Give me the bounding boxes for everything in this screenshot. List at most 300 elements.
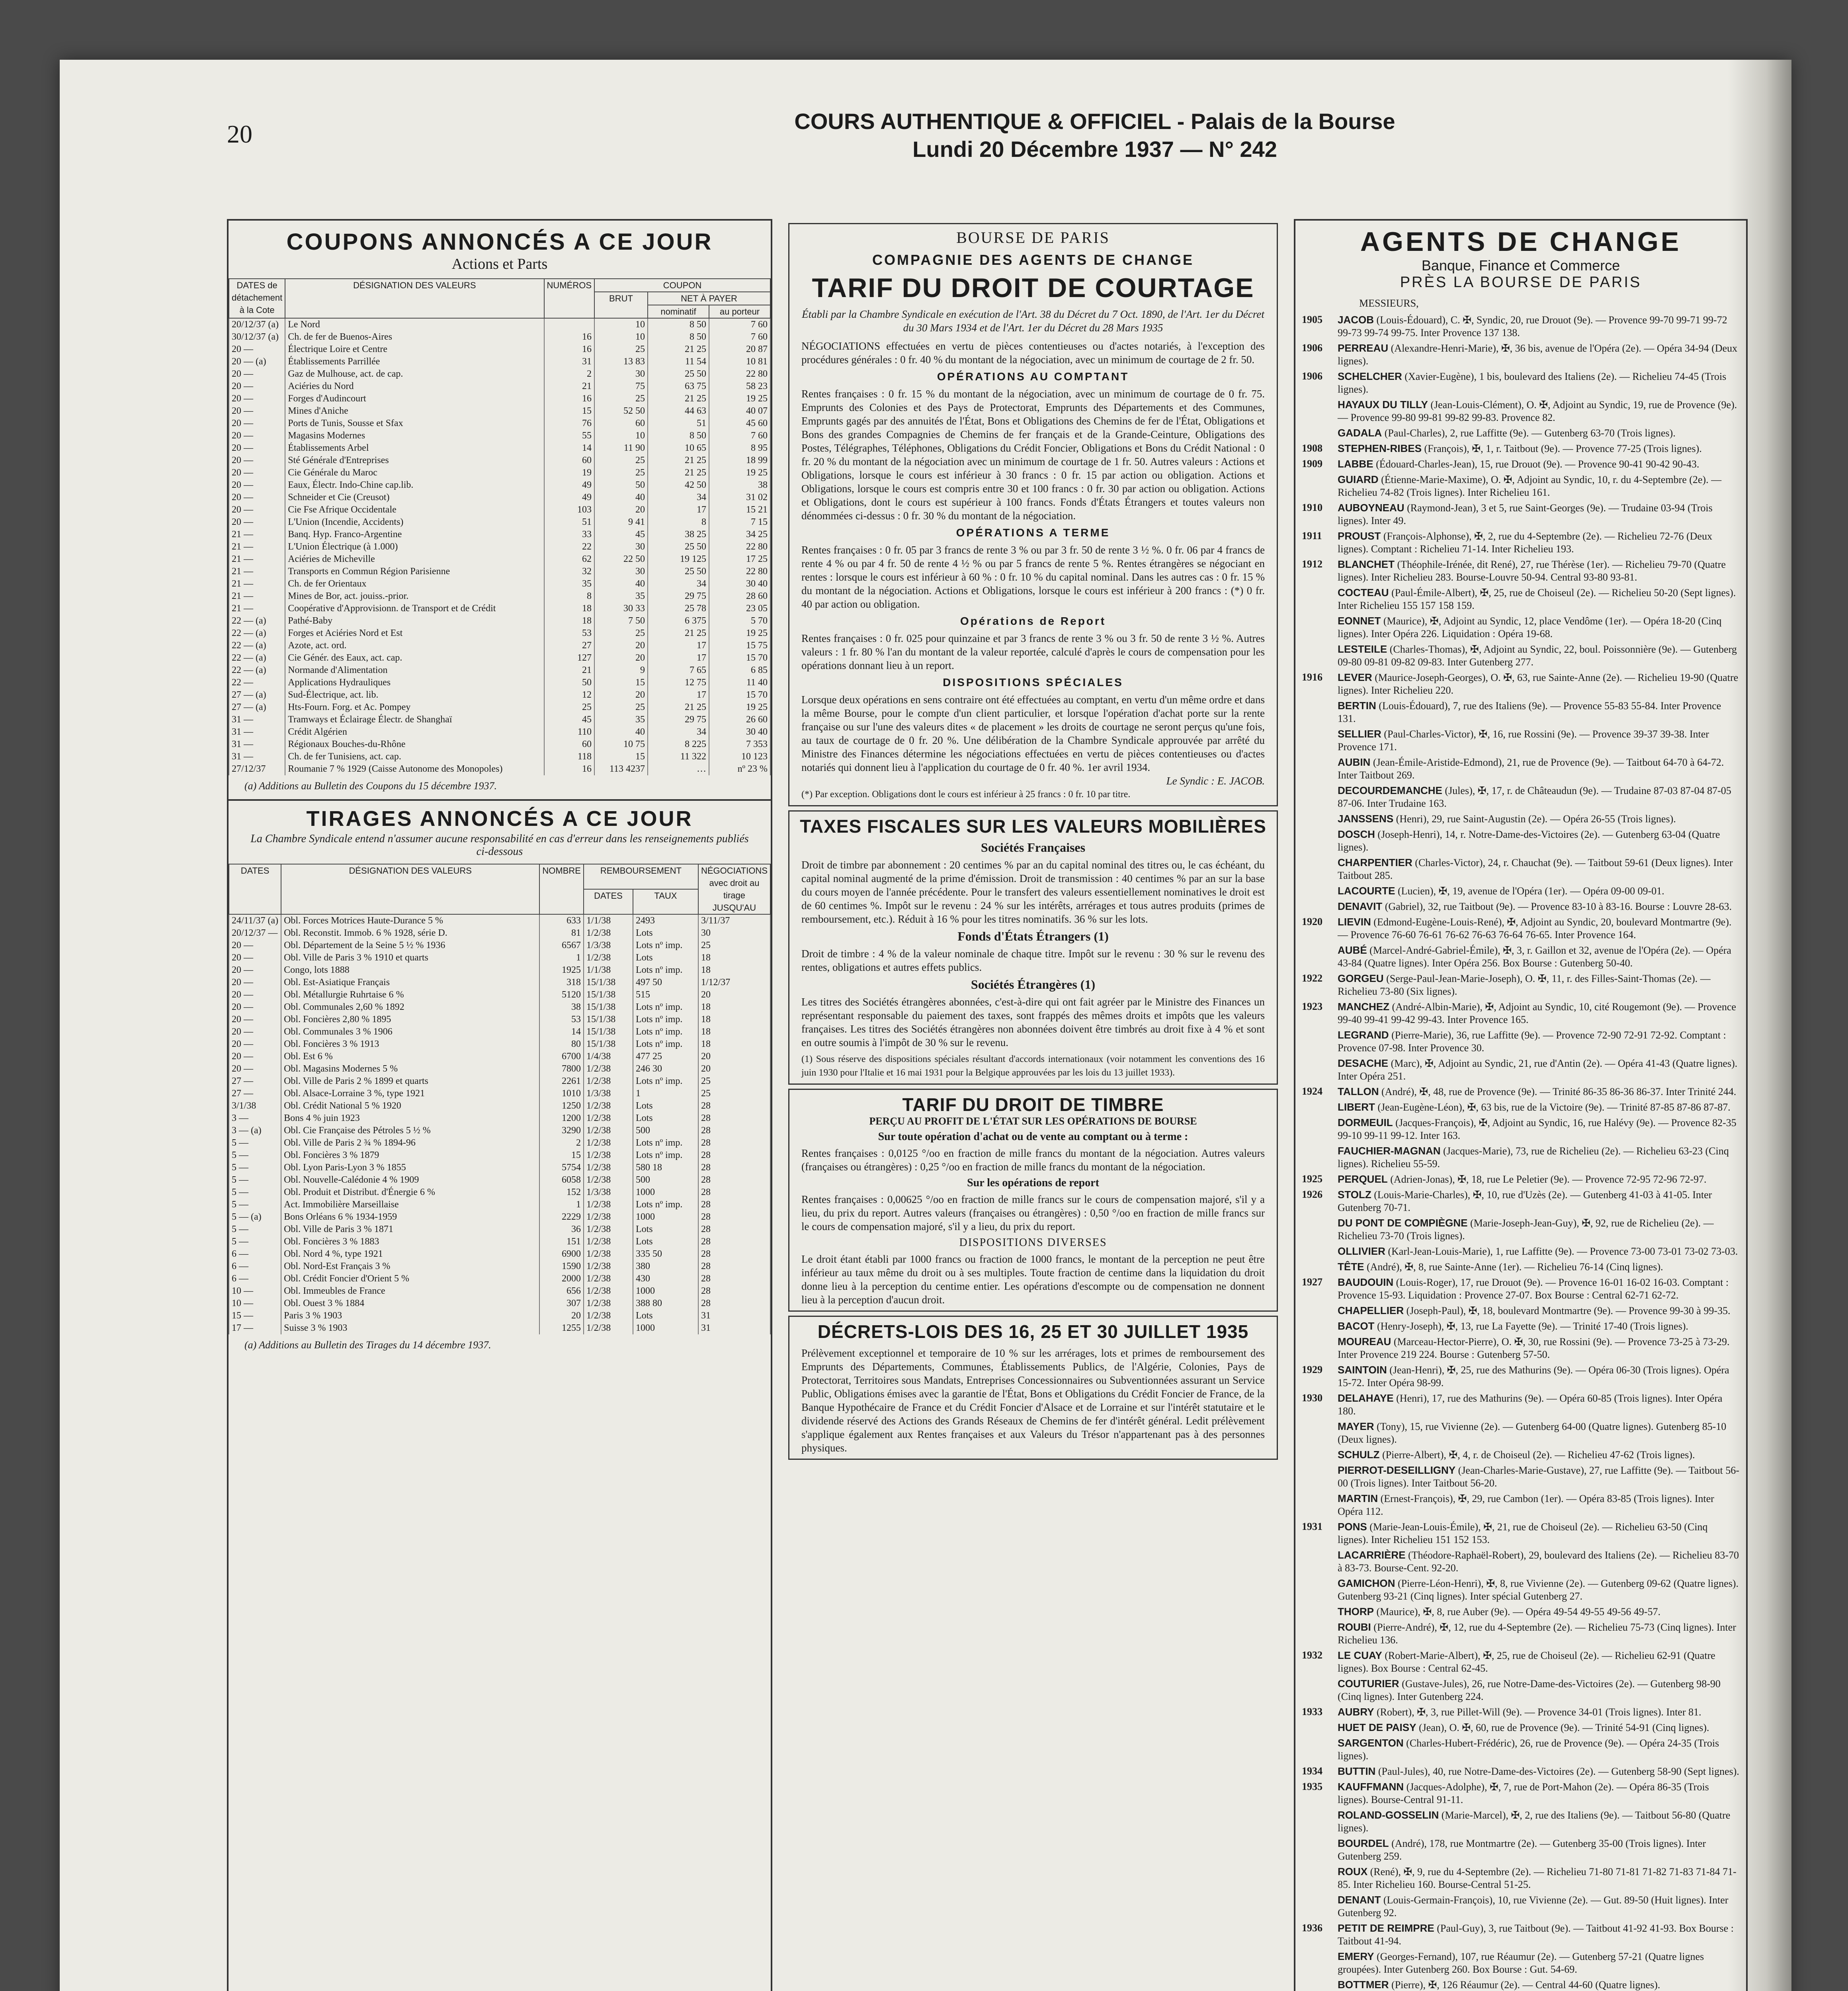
tirage-cell: 152 <box>539 1186 584 1199</box>
agent-year: 1911 <box>1302 530 1322 542</box>
coupon-cell: Ports de Tunis, Sousse et Sfax <box>285 417 544 430</box>
agent-detail: (Paul-Émile-Albert), ✠, 25, rue de Choiseul (2e). — Richelieu 50-20 (Sept lignes). Inter Richelieu 155 157 158 159. <box>1338 587 1736 611</box>
agent-entry <box>1302 1304 1740 1317</box>
agent-year: 1927 <box>1302 1276 1323 1288</box>
agent-detail: (Pierre-Albert), ✠, 4, r. de Choiseul (2e). — Richelieu 47-62 (Trois lignes). <box>1382 1449 1695 1461</box>
coupon-row <box>229 677 770 689</box>
tirage-cell: 28 <box>698 1285 770 1297</box>
tirage-row <box>229 1063 770 1075</box>
agent-year: 1905 <box>1302 314 1323 325</box>
coupon-cell: 20 <box>594 504 648 516</box>
agent-entry <box>1302 1335 1740 1361</box>
coupon-cell: 20 <box>594 689 648 701</box>
agent-name: LESTEILE <box>1338 643 1387 655</box>
coupon-cell: 18 <box>544 615 594 627</box>
coupon-cell: 31 — <box>229 738 285 751</box>
coupon-row <box>229 738 770 751</box>
agent-detail: (Henry-Joseph), ✠, 13, rue La Fayette (9e). — Trinité 17-40 (Trois lignes). <box>1377 1320 1688 1332</box>
tirage-cell: 80 <box>539 1038 584 1050</box>
agent-name: HAYAUX DU TILLY <box>1338 399 1428 411</box>
agent-name: LACARRIÈRE <box>1338 1549 1406 1561</box>
coupon-cell: 22 — (a) <box>229 627 285 640</box>
agent-name: GORGEU <box>1338 972 1384 984</box>
coupon-cell: 7 65 <box>648 664 709 677</box>
coupon-cell: 51 <box>648 417 709 430</box>
agent-name: MANCHEZ <box>1338 1001 1389 1013</box>
coupon-row <box>229 652 770 664</box>
coupon-cell: Hts-Fourn. Forg. et Ac. Pompey <box>285 701 544 714</box>
agent-detail: (Marie-Marcel), ✠, 2, rue des Italiens (9e). — Taitbout 56-80 (Quatre lignes). <box>1338 1809 1731 1834</box>
coupon-cell: 20/12/37 (a) <box>229 318 285 331</box>
agent-name: TALLON <box>1338 1085 1379 1097</box>
coupon-cell: 34 <box>648 726 709 738</box>
coupon-cell: 25 <box>594 627 648 640</box>
tirage-cell: 25 <box>698 1075 770 1087</box>
agent-detail: (Serge-Paul-Jean-Marie-Joseph), O. ✠, 11, r. des Filles-Saint-Thomas (2e). — Richelieu 73-80 (Six lignes). <box>1338 973 1711 997</box>
decrets-text: Prélèvement exceptionnel et temporaire de 10 % sur les arrérages, lots et primes de remboursement des Emprunts des Départements, Communes, Établissements Publics, de l'Algérie, Colonies, Pays de Protectorat, Territoires sous Mandats, Entreprises Concessionnaires ou Subventionnées assurant un Service Public, Obligations émises avec la garantie de l'État, Bons et Obligations du Crédit Foncier de France, de la Banque Hypothécaire de France et du Crédit Foncier d'Alsace et de Lorraine et sur l'intérêt statutaire et le dividende réservé des Actions des Grands Réseaux de Chemins de fer d'intérêt général. Ledit prélèvement s'applique également aux Rentes françaises et aux Valeurs du Trésor n'appartenant pas à des personnes physiques. <box>801 1347 1265 1454</box>
tirage-cell: 6900 <box>539 1248 584 1260</box>
coupon-cell: 33 <box>544 528 594 541</box>
tirage-cell: 20 — <box>229 1026 281 1038</box>
coupon-cell: 7 60 <box>709 318 770 331</box>
agent-entry <box>1302 1978 1740 1991</box>
tirage-row <box>229 1199 770 1211</box>
coupon-cell: Établissements Parrillée <box>285 356 544 368</box>
coupon-cell: 25 <box>594 701 648 714</box>
agent-entry <box>1302 1780 1740 1806</box>
coupon-row <box>229 602 770 615</box>
coupon-cell: 11 90 <box>594 442 648 454</box>
agent-detail: (André), ✠, 8, rue Sainte-Anne (1er). — Richelieu 76-14 (Cinq lignes). <box>1366 1261 1663 1273</box>
tirage-cell: 10 — <box>229 1297 281 1310</box>
tirage-cell: 1/2/38 <box>584 1075 633 1087</box>
coupon-cell: Ch. de fer Orientaux <box>285 578 544 590</box>
agent-entry <box>1302 1705 1740 1719</box>
coupon-cell: 17 <box>648 689 709 701</box>
tirage-cell: Lots nº imp. <box>633 1001 698 1013</box>
tirage-cell: 20/12/37 — <box>229 927 281 939</box>
tirage-cell: Obl. Reconstit. Immob. 6 % 1928, série D. <box>281 927 539 939</box>
agent-entry <box>1302 884 1740 898</box>
coupon-cell: 49 <box>544 479 594 491</box>
agent-name: ROUX <box>1338 1866 1368 1878</box>
tirage-cell: 28 <box>698 1236 770 1248</box>
tirage-row <box>229 1174 770 1186</box>
agent-name: JACOB <box>1338 314 1374 326</box>
coupon-cell: 19 125 <box>648 553 709 565</box>
tirage-cell: 3/11/37 <box>698 914 770 927</box>
courtage-signature: Le Syndic : E. JACOB. <box>1166 775 1265 787</box>
agent-detail: (Jacques-François), ✠, Adjoint au Syndic, 16, rue Halévy (9e). — Provence 82-35 99-10 99-11 99-12. Inter 163. <box>1338 1117 1737 1141</box>
coupon-cell: 55 <box>544 430 594 442</box>
tirage-row <box>229 964 770 976</box>
agent-detail: (Joseph-Paul), ✠, 18, boulevard Montmartre (9e). — Provence 99-30 à 99-35. <box>1406 1305 1731 1316</box>
agent-entry <box>1302 1101 1740 1114</box>
agent-entry <box>1302 473 1740 499</box>
coupon-cell: 21 25 <box>648 343 709 356</box>
tirage-cell: 151 <box>539 1236 584 1248</box>
agents-list <box>1302 313 1740 1991</box>
agent-entry <box>1302 1721 1740 1734</box>
agent-detail: (André-Albin-Marie), ✠, Adjoint au Syndic, 10, cité Rougemont (9e). — Provence 99-40 99-41 99-42 99-43. Inter Provence 165. <box>1338 1001 1736 1025</box>
coupon-cell: Magasins Modernes <box>285 430 544 442</box>
tirage-cell: 2 <box>539 1137 584 1149</box>
tirage-cell: 18 <box>698 964 770 976</box>
agent-name: PERQUEL <box>1338 1173 1388 1185</box>
tirage-row <box>229 1162 770 1174</box>
tirage-cell: Lots <box>633 1112 698 1125</box>
agent-entry <box>1302 812 1740 825</box>
header-line-1: COURS AUTHENTIQUE & OFFICIEL - Palais de la Bourse <box>794 109 1395 134</box>
coupon-cell: Transports en Commun Région Parisienne <box>285 565 544 578</box>
agent-entry <box>1302 1245 1740 1258</box>
coupon-cell: 30/12/37 (a) <box>229 331 285 343</box>
agent-detail: (Paul-Charles), 2, rue Laffitte (9e). — Gutenberg 63-70 (Trois lignes). <box>1384 427 1676 439</box>
tirage-cell: 515 <box>633 989 698 1001</box>
tirage-cell: Obl. Foncières 2,80 % 1895 <box>281 1013 539 1026</box>
tirage-cell: 2000 <box>539 1273 584 1285</box>
agent-entry <box>1302 1765 1740 1778</box>
coupon-cell: 13 83 <box>594 356 648 368</box>
agent-detail: (Marc), ✠, Adjoint au Syndic, 21, rue d'Antin (2e). — Opéra 41-43 (Quatre lignes). Inter Opéra 251. <box>1338 1058 1738 1082</box>
tirage-cell: 24/11/37 (a) <box>229 914 281 927</box>
tirages-title: TIRAGES ANNONCÉS A CE JOUR <box>306 807 693 831</box>
tirages-note: (a) Additions au Bulletin des Tirages du 14 décembre 1937. <box>244 1339 491 1351</box>
coupon-cell: Gaz de Mulhouse, act. de cap. <box>285 368 544 380</box>
agent-entry <box>1302 900 1740 913</box>
courtage-footnote: (*) Par exception. Obligations dont le cours est inférieur à 25 francs : 0 fr. 10 par titre. <box>801 789 1131 800</box>
tirage-cell: 15/1/38 <box>584 989 633 1001</box>
tirage-cell: Obl. Lyon Paris-Lyon 3 % 1855 <box>281 1162 539 1174</box>
coupon-cell: 5 70 <box>709 615 770 627</box>
agent-name: KAUFFMANN <box>1338 1781 1404 1793</box>
tirage-row <box>229 927 770 939</box>
agent-name: CHAPELLIER <box>1338 1305 1404 1316</box>
agent-entry <box>1302 756 1740 782</box>
coupon-cell: 31 — <box>229 714 285 726</box>
tirage-cell: Obl. Nouvelle-Calédonie 4 % 1909 <box>281 1174 539 1186</box>
tirage-row <box>229 1125 770 1137</box>
coupon-cell: 10 <box>594 318 648 331</box>
tirage-cell: 1/2/38 <box>584 1125 633 1137</box>
tirage-cell: 15/1/38 <box>584 1001 633 1013</box>
coupon-cell: 21 <box>544 380 594 393</box>
tirage-row <box>229 1248 770 1260</box>
coupon-cell: 60 <box>594 417 648 430</box>
tirage-cell: Obl. Forces Motrices Haute-Durance 5 % <box>281 914 539 927</box>
coupon-cell: 8 <box>544 590 594 602</box>
coupon-cell: 127 <box>544 652 594 664</box>
coupon-cell: 7 15 <box>709 516 770 528</box>
agent-name: DU PONT DE COMPIÈGNE <box>1338 1217 1468 1229</box>
tirage-cell: 28 <box>698 1125 770 1137</box>
coupon-cell: Aciéries du Nord <box>285 380 544 393</box>
tirage-row <box>229 1001 770 1013</box>
coupon-cell: 63 75 <box>648 380 709 393</box>
coupon-cell: 45 60 <box>709 417 770 430</box>
coupon-cell: 22 — (a) <box>229 615 285 627</box>
courtage-h-disp: DISPOSITIONS SPÉCIALES <box>943 676 1123 688</box>
coupon-cell: 20 — <box>229 516 285 528</box>
tirage-row <box>229 1112 770 1125</box>
coupon-cell: 10 <box>594 430 648 442</box>
agent-name: DELAHAYE <box>1338 1392 1394 1404</box>
tirage-cell: 1/2/38 <box>584 1149 633 1162</box>
tirage-cell: Obl. Nord-Est Français 3 % <box>281 1260 539 1273</box>
coupons-table <box>229 278 771 775</box>
coupon-cell: 10 65 <box>648 442 709 454</box>
tirage-cell: 20 — <box>229 1038 281 1050</box>
agent-entry <box>1302 643 1740 669</box>
col-nominatif: nominatif <box>648 305 709 318</box>
coupon-cell: 11 40 <box>709 677 770 689</box>
coupon-row <box>229 590 770 602</box>
tirage-cell: 20 — <box>229 1013 281 1026</box>
taxes-h-etat: Fonds d'États Étrangers (1) <box>957 929 1109 943</box>
tirage-cell: 1/3/38 <box>584 939 633 952</box>
agent-name: BOURDEL <box>1338 1837 1389 1849</box>
tirage-cell: Lots nº imp. <box>633 1026 698 1038</box>
col-numeros: NUMÉROS <box>544 279 594 318</box>
coupon-cell: 35 <box>594 590 648 602</box>
coupon-row <box>229 578 770 590</box>
tirage-cell: 5 — <box>229 1186 281 1199</box>
coupon-cell: 11 54 <box>648 356 709 368</box>
coupon-cell: 31 <box>544 356 594 368</box>
coupon-cell: 30 40 <box>709 578 770 590</box>
agent-name: PROUST <box>1338 530 1381 542</box>
coupon-cell: 35 <box>594 714 648 726</box>
tirage-cell: Bons 4 % juin 1923 <box>281 1112 539 1125</box>
agent-detail: (Lucien), ✠, 19, avenue de l'Opéra (1er). — Opéra 09-00 09-01. <box>1397 885 1664 897</box>
tirage-cell: 1/3/38 <box>584 1186 633 1199</box>
tirage-row <box>229 1087 770 1100</box>
tirage-cell: Obl. Ville de Paris 2 % 1899 et quarts <box>281 1075 539 1087</box>
agent-detail: (Édouard-Charles-Jean), 15, rue Drouot (9e). — Provence 90-41 90-42 90-43. <box>1376 458 1700 470</box>
agent-detail: (Louis-Germain-François), 10, rue Vivienne (2e). — Gut. 89-50 (Huit lignes). Inter Gutenberg 92. <box>1338 1894 1729 1919</box>
coupon-cell: … <box>648 763 709 775</box>
coupon-cell: Roumanie 7 % 1929 (Caisse Autonome des Monopoles) <box>285 763 544 775</box>
agent-name: AUBIN <box>1338 756 1371 768</box>
courtage-h-terme: OPÉRATIONS A TERME <box>956 526 1110 539</box>
tirage-cell: 5 — <box>229 1137 281 1149</box>
coupon-cell: 10 81 <box>709 356 770 368</box>
agent-detail: (Marcel-André-Gabriel-Émile), ✠, 3, r. Gaillon et 32, avenue de l'Opéra (2e). — Opéra 43-84 (Quatre lignes). Inter Opéra 256. Box Bourse : Gutenberg 50-40. <box>1338 945 1731 969</box>
tirage-cell: 6 — <box>229 1260 281 1273</box>
coupon-row <box>229 380 770 393</box>
coupon-cell: 22 80 <box>709 368 770 380</box>
coupon-cell: 45 <box>544 714 594 726</box>
agent-entry <box>1302 1029 1740 1054</box>
tirage-cell: Congo, lots 1888 <box>281 964 539 976</box>
coupon-cell: 7 50 <box>594 615 648 627</box>
agent-entry <box>1302 1188 1740 1214</box>
coupon-cell: nº 23 % <box>709 763 770 775</box>
coupon-cell: Mines d'Aniche <box>285 405 544 417</box>
agent-detail: (Edmond-Eugène-Louis-René), ✠, Adjoint au Syndic, 20, boulevard Montmartre (9e). — Provence 76-60 76-61 76-62 76-63 76-64 76-65. Inter Provence 164. <box>1338 916 1732 941</box>
coupon-cell: Tramways et Éclairage Électr. de Shanghaï <box>285 714 544 726</box>
agent-year: 1930 <box>1302 1392 1323 1404</box>
agent-detail: (Louis-Édouard), C. ✠, Syndic, 20, rue Drouot (9e). — Provence 99-70 99-71 99-72 99-73 99-74 99-75. Inter Provence 137 138. <box>1338 314 1727 338</box>
tirage-cell: Obl. Foncières 3 % 1879 <box>281 1149 539 1162</box>
coupon-row <box>229 763 770 775</box>
coupon-cell: 15 70 <box>709 689 770 701</box>
coupon-cell: 20 — <box>229 504 285 516</box>
coupon-cell: 17 <box>648 640 709 652</box>
tirage-cell: 28 <box>698 1273 770 1285</box>
coupon-cell: 8 225 <box>648 738 709 751</box>
agent-name: SAINTOIN <box>1338 1364 1387 1376</box>
timbre-box <box>788 1089 1278 1312</box>
tirage-cell: 1/2/38 <box>584 1260 633 1273</box>
agent-detail: (Karl-Jean-Louis-Marie), 1, rue Laffitte (9e). — Provence 73-00 73-01 73-02 73-03. <box>1388 1246 1738 1257</box>
tirage-cell: 1 <box>539 1199 584 1211</box>
tirage-cell: Obl. Foncières 3 % 1913 <box>281 1038 539 1050</box>
agent-entry <box>1302 1392 1740 1418</box>
coupon-row <box>229 627 770 640</box>
tirage-cell: 31 <box>698 1322 770 1334</box>
coupon-cell: 17 25 <box>709 553 770 565</box>
agent-name: CHARPENTIER <box>1338 857 1412 868</box>
coupon-cell: 30 <box>594 368 648 380</box>
tir-col-nombre: NOMBRE <box>539 864 584 914</box>
col-coupon: COUPON <box>594 279 770 292</box>
agent-entry <box>1302 1520 1740 1546</box>
agent-year: 1906 <box>1302 370 1323 382</box>
coupon-cell: Établissements Arbel <box>285 442 544 454</box>
coupon-cell: 20 — <box>229 491 285 504</box>
agent-name: LEGRAND <box>1338 1029 1389 1041</box>
tirage-cell: 28 <box>698 1248 770 1260</box>
agent-year: 1908 <box>1302 442 1323 454</box>
agent-entry <box>1302 1950 1740 1976</box>
coupon-cell: 23 05 <box>709 602 770 615</box>
agent-name: ROUBI <box>1338 1621 1371 1633</box>
agent-year: 1925 <box>1302 1173 1323 1185</box>
agent-detail: (Étienne-Marie-Maxime), O. ✠, Adjoint au Syndic, 10, r. du 4-Septembre (2e). — Richelieu 74-82 (Trois lignes). Inter Richelieu 161. <box>1338 474 1722 498</box>
agent-name: BACOT <box>1338 1320 1375 1332</box>
coupon-cell: 34 <box>648 491 709 504</box>
tirage-cell: 18 <box>698 1013 770 1026</box>
tirage-cell: 656 <box>539 1285 584 1297</box>
tirage-cell: 1/2/38 <box>584 1297 633 1310</box>
agent-entry <box>1302 1837 1740 1863</box>
tirage-cell: 633 <box>539 914 584 927</box>
coupon-cell: 35 <box>544 578 594 590</box>
coupon-cell: 21 — <box>229 602 285 615</box>
tir-col-remb-taux: TAUX <box>633 889 698 914</box>
tirage-cell: 2229 <box>539 1211 584 1223</box>
coupon-cell: Sté Générale d'Entreprises <box>285 454 544 467</box>
coupon-cell: 20 — <box>229 454 285 467</box>
agent-name: LACOURTE <box>1338 885 1395 897</box>
tirage-cell: 20 — <box>229 989 281 1001</box>
tirage-cell: 1000 <box>633 1322 698 1334</box>
tirage-cell: 20 — <box>229 1063 281 1075</box>
agent-entry <box>1302 313 1740 339</box>
agent-detail: (Pierre), ✠, 126 Réaumur (2e). — Central 44-60 (Quatre lignes). <box>1391 1979 1660 1991</box>
agent-entry <box>1302 342 1740 368</box>
coupon-cell: 21 — <box>229 541 285 553</box>
tirage-cell: Bons Orléans 6 % 1934-1959 <box>281 1211 539 1223</box>
courtage-p-report: Rentes françaises : 0 fr. 025 pour quinzaine et par 3 francs de rente 3 % ou 3 fr. 50 de rente 3 ½ %. Autres valeurs : 1 fr. 80 % l'an du montant de la valeur reportée, calculé d'après le cours de compensation pour les opérations donnant lieu à un report. <box>801 632 1265 671</box>
tirage-cell: 6567 <box>539 939 584 952</box>
coupon-cell: 40 <box>594 726 648 738</box>
tirages-section <box>229 799 771 1352</box>
agent-name: AUBOYNEAU <box>1338 502 1405 514</box>
coupon-cell: 42 50 <box>648 479 709 491</box>
tirage-cell: Lots <box>633 1100 698 1112</box>
coupon-cell: 22 80 <box>709 565 770 578</box>
tirage-row <box>229 1236 770 1248</box>
tirage-cell: Obl. Crédit Foncier d'Orient 5 % <box>281 1273 539 1285</box>
agent-detail: (Raymond-Jean), 3 et 5, rue Saint-Georges (9e). — Trudaine 03-94 (Trois lignes). Inter 49. <box>1338 502 1713 526</box>
coupon-cell: 22 80 <box>709 541 770 553</box>
tirage-cell: 2261 <box>539 1075 584 1087</box>
agent-detail: (Maurice), ✠, Adjoint au Syndic, 12, place Vendôme (1er). — Opéra 18-20 (Cinq lignes). Inter Opéra 226. Liquidation : Opéra 19-68. <box>1338 615 1722 640</box>
agent-entry <box>1302 1649 1740 1675</box>
tirage-cell: 53 <box>539 1013 584 1026</box>
tirage-cell: 1/2/38 <box>584 1100 633 1112</box>
agent-year: 1906 <box>1302 342 1323 354</box>
tarifs-column <box>780 219 1286 1991</box>
agent-entry <box>1302 426 1740 440</box>
coupon-cell: 19 25 <box>709 701 770 714</box>
coupon-cell: 20 — <box>229 368 285 380</box>
coupon-cell: 21 — <box>229 528 285 541</box>
tirage-row <box>229 1322 770 1334</box>
tirage-cell: Obl. Département de la Seine 5 ½ % 1936 <box>281 939 539 952</box>
courtage-kicker: BOURSE DE PARIS <box>956 229 1110 246</box>
coupon-cell: 50 <box>544 677 594 689</box>
coupon-cell: 14 <box>544 442 594 454</box>
agent-entry <box>1302 784 1740 810</box>
coupon-cell: Électrique Loire et Centre <box>285 343 544 356</box>
agent-detail: (Marceau-Hector-Pierre), O. ✠, 30, rue Rossini (9e). — Provence 73-25 à 73-29. Inter Provence 219 224. Bourse : Gutenberg 57-50. <box>1338 1336 1730 1360</box>
agent-detail: (Jean-Louis-Clément), O. ✠, Adjoint au Syndic, 19, rue de Provence (9e). — Provence 99-80 99-81 99-82 99-83. Provence 82. <box>1338 399 1737 423</box>
agent-entry <box>1302 728 1740 753</box>
tirage-row <box>229 989 770 1001</box>
tir-col-neg: NÉGOCIATIONS avec droit au tirage JUSQU'AU <box>698 864 770 914</box>
agent-name: ROLAND-GOSSELIN <box>1338 1809 1439 1821</box>
coupon-cell: 10 75 <box>594 738 648 751</box>
tirage-cell: 36 <box>539 1223 584 1236</box>
agent-detail: (Alexandre-Henri-Marie), ✠, 36 bis, avenue de l'Opéra (2e). — Opéra 34-94 (Deux lignes). <box>1338 342 1738 367</box>
tirage-cell: Obl. Cie Française des Pétroles 5 ½ % <box>281 1125 539 1137</box>
coupon-cell: 21 — <box>229 565 285 578</box>
agent-name: GADALA <box>1338 427 1382 439</box>
tirage-cell: 1/2/38 <box>584 1063 633 1075</box>
coupon-row <box>229 726 770 738</box>
tirage-cell: 1250 <box>539 1100 584 1112</box>
coupon-row <box>229 751 770 763</box>
agent-detail: (Marie-Joseph-Jean-Guy), ✠, 92, rue de Richelieu (2e). — Richelieu 73-70 (Trois lignes). <box>1338 1217 1714 1242</box>
coupon-cell: 10 <box>594 331 648 343</box>
coupon-cell: 76 <box>544 417 594 430</box>
agent-entry <box>1302 1809 1740 1835</box>
agent-entry <box>1302 530 1740 555</box>
tirage-cell: 15/1/38 <box>584 1013 633 1026</box>
agent-entry <box>1302 558 1740 584</box>
agent-entry <box>1302 1605 1740 1618</box>
tirage-cell: 388 80 <box>633 1297 698 1310</box>
coupon-cell: 27 — (a) <box>229 689 285 701</box>
coupon-cell: 15 <box>594 677 648 689</box>
coupon-row <box>229 417 770 430</box>
tirage-row <box>229 1038 770 1050</box>
coupon-row <box>229 454 770 467</box>
agent-entry <box>1302 442 1740 455</box>
